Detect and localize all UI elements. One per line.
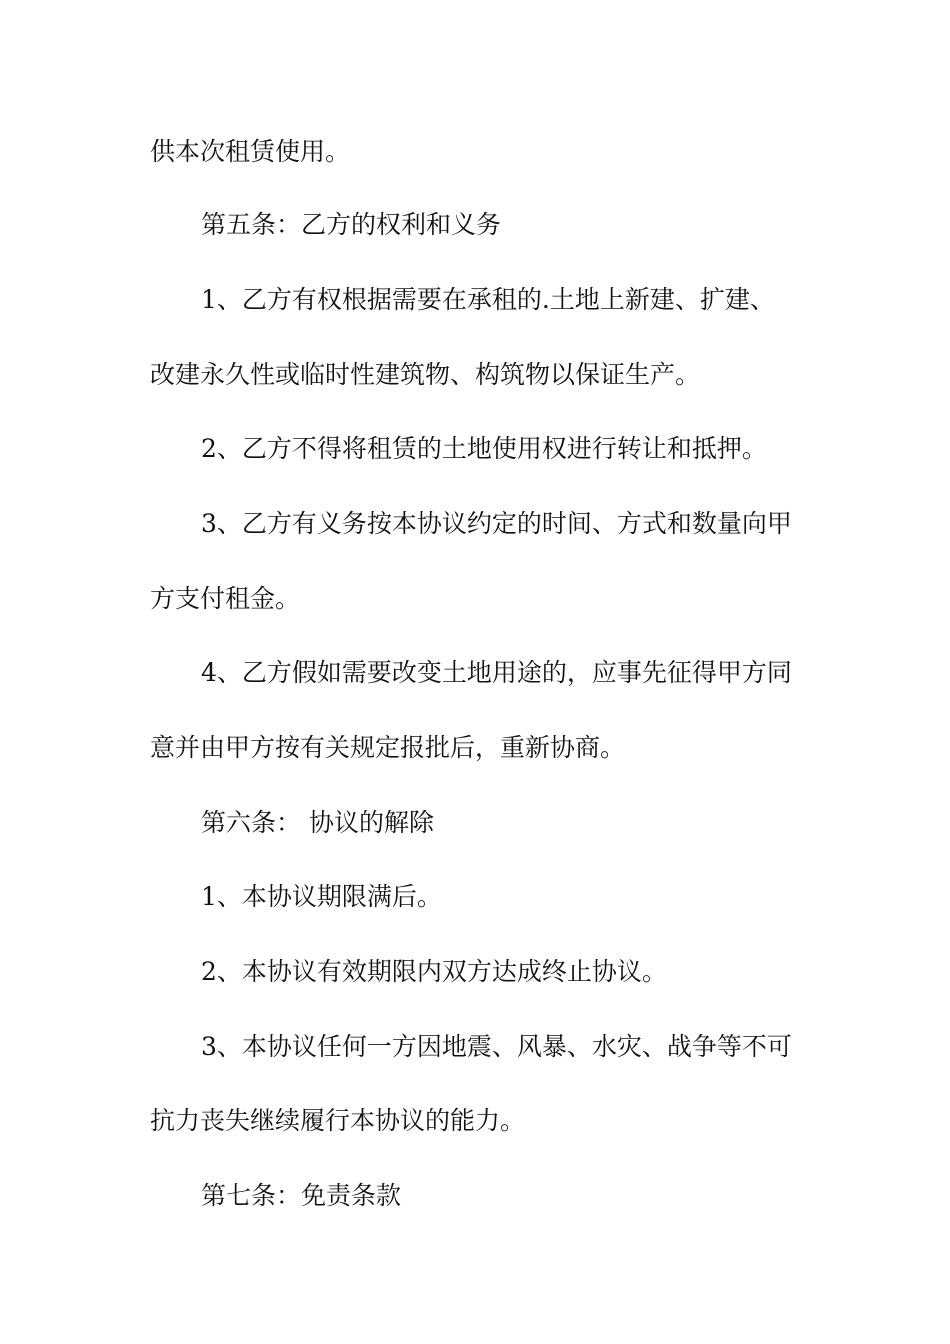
text-line: 改建永久性或临时性建筑物、构筑物以保证生产。 [150, 360, 701, 389]
text-line: 4、乙方假如需要改变土地用途的，应事先征得甲方同 [201, 658, 792, 687]
section-heading: 第六条： 协议的解除 [201, 808, 434, 837]
text-line: 方支付租金。 [150, 584, 301, 613]
text-line: 1、乙方有权根据需要在承租的.土地上新建、扩建、 [201, 285, 775, 314]
section-heading: 第七条：免责条款 [201, 1181, 402, 1210]
section-heading: 第五条：乙方的权利和义务 [201, 210, 502, 239]
text-line: 1、本协议期限满后。 [201, 882, 442, 911]
text-line: 抗力丧失继续履行本协议的能力。 [150, 1106, 526, 1135]
text-line: 3、乙方有义务按本协议约定的时间、方式和数量向甲 [201, 509, 792, 538]
text-line: 意并由甲方按有关规定报批后，重新协商。 [150, 733, 626, 762]
text-line: 2、乙方不得将租赁的土地使用权进行转让和抵押。 [201, 434, 767, 463]
text-line: 供本次租赁使用。 [150, 137, 351, 166]
text-line: 2、本协议有效期限内双方达成终止协议。 [201, 957, 667, 986]
text-line: 3、本协议任何一方因地震、风暴、水灾、战争等不可 [201, 1032, 792, 1061]
